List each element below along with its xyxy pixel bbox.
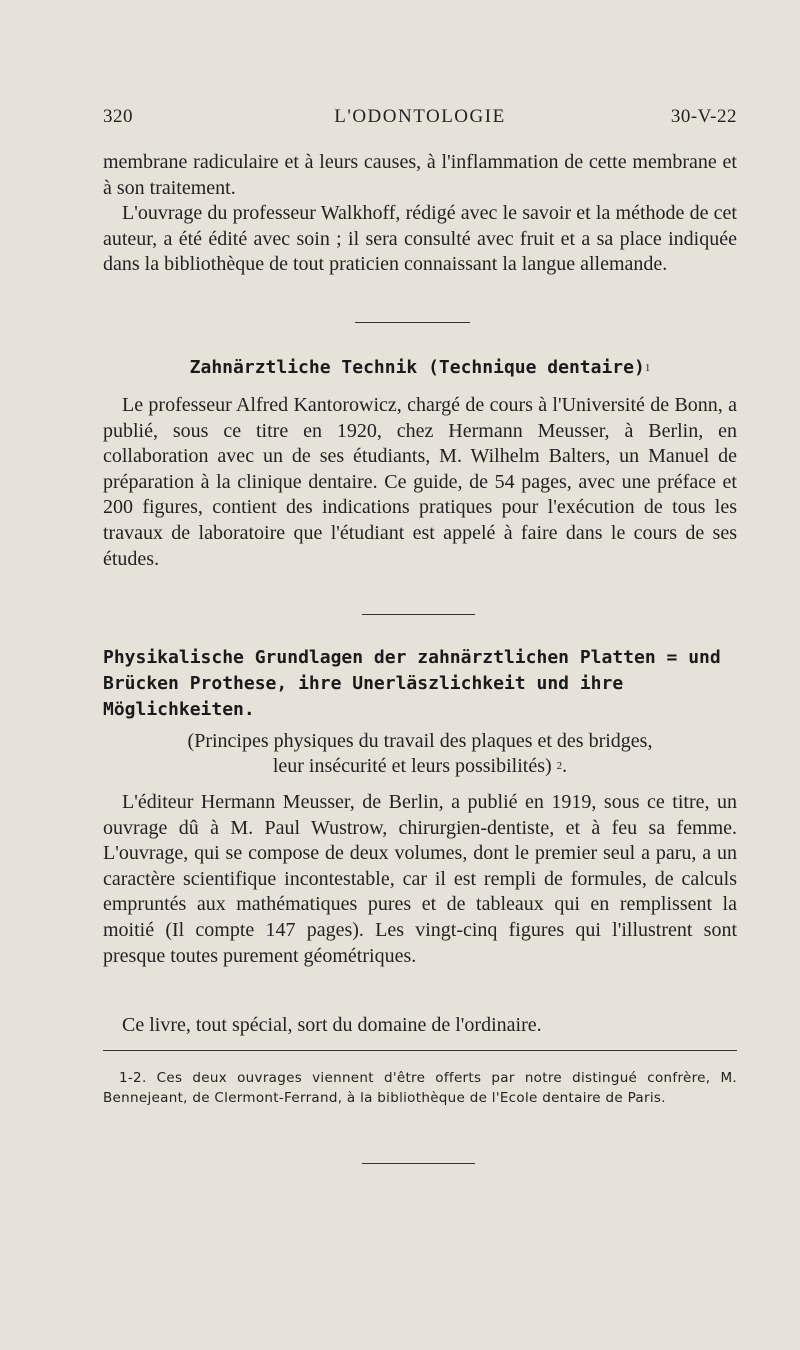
footnote-rule (103, 1050, 737, 1051)
page-number: 320 (103, 106, 133, 127)
section2-body-2: Ce livre, tout spécial, sort du domaine de l'ordinaire. (122, 1014, 542, 1036)
intro-paragraph-2: L'ouvrage du professeur Walkhoff, rédigé avec le savoir et la méthode de cet auteur, a été édité avec soin ; il sera consulté avec fruit et a sa place indiquée dans la bibliothèque de tout praticien connaissant la langue allemande. (103, 202, 737, 276)
running-header (103, 106, 737, 136)
footnote-marker-1: 1 (644, 362, 651, 374)
section2-body-1: L'éditeur Hermann Meusser, de Berlin, a publié en 1919, sous ce titre, un ouvrage dû à M. Paul Wustrow, chirurgien-dentiste, et à feu sa femme. L'ouvrage, qui se compose de deux volumes, dont le premier seul a paru, a un caractère scientifique incontestable, car il est rempli de formules, de calculs empruntés aux mathématiques pures et de tableaux qui en remplissent la moitié (Il compte 147 pages). Les vingt-cinq figures qui l'illustrent sont presque toutes purement géométriques. (103, 791, 737, 967)
section2-subtitle-line2: leur insécurité et leurs possibilités) $^2$. (272, 755, 568, 777)
issue-date: 30-V-22 (670, 106, 737, 127)
section1-heading: Zahnärztliche Technik (Technique dentaire)$^1$ (189, 357, 651, 378)
section2-subtitle-line1: (Principes physiques du travail des plaques et des bridges, (187, 730, 653, 752)
section1-body: Le professeur Alfred Kantorowicz, chargé de cours à l'Université de Bonn, a publié, sous ce titre en 1920, chez Hermann Meusser, à Berlin, en collaboration avec un de ses étudiants, M. Wilhelm Balters, un Manuel de préparation à la clinique dentaire. Ce guide, de 54 pages, avec une préface et 200 figures, contient des indications pratiques pour l'exécution de tous les travaux de laboratoire que l'étudiant est appelé à faire dans le cours de ses études. (103, 394, 737, 570)
journal-title: L'ODONTOLOGIE (334, 106, 506, 127)
section2-heading: Physikalische Grundlagen der zahnärztlichen Platten = und Brücken Prothese, ihre Unerläszlichkeit und ihre Möglichkeiten. (103, 647, 721, 720)
section-divider-1 (355, 322, 470, 323)
footnote-text: 1-2. Ces deux ouvrages viennent d'être offerts par notre distingué confrère, M. Bennejeant, de Clermont-Ferrand, à la bibliothèque de l'Ecole dentaire de Paris. (103, 1070, 737, 1106)
section-divider-2 (362, 614, 475, 615)
intro-paragraph-1: membrane radiculaire et à leurs causes, à l'inflammation de cette membrane et à son traitement. (103, 151, 737, 199)
end-divider (362, 1163, 475, 1164)
footnote-marker-2: 2 (556, 760, 563, 772)
